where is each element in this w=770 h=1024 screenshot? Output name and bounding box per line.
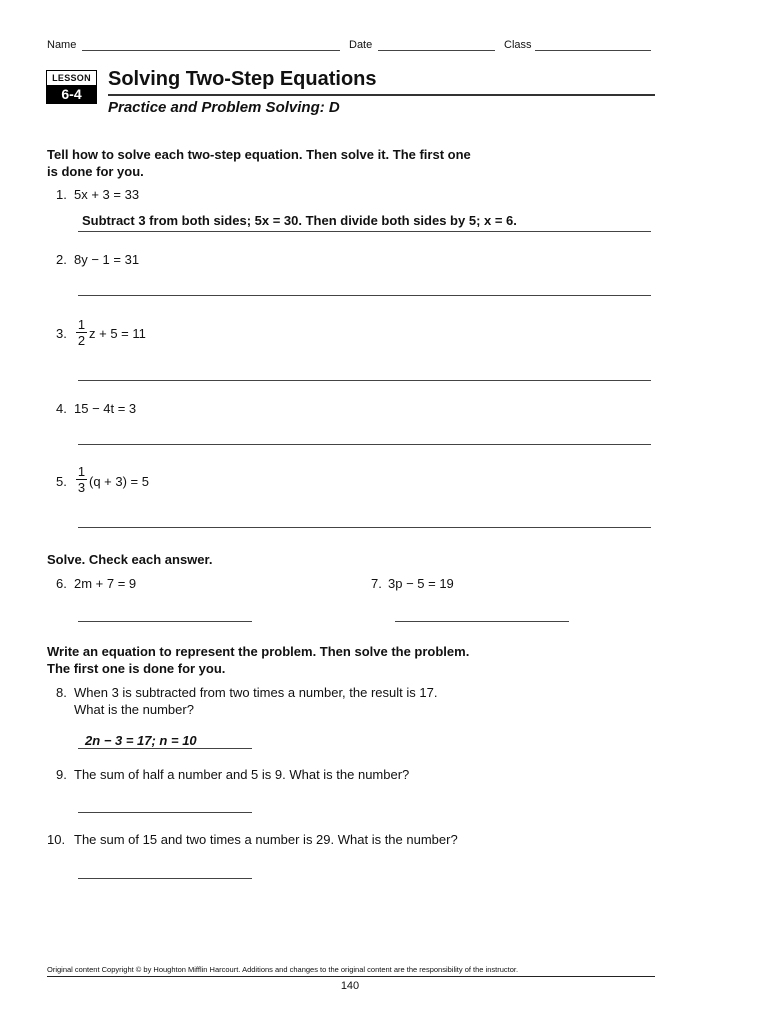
fraction-numerator: 1 [77,317,86,332]
worked-answer: Subtract 3 from both sides; 5x = 30. Then divide both sides by 5; x = 6. [82,213,517,228]
answer-line[interactable] [78,380,651,381]
class-blank[interactable] [535,50,651,51]
problem-number: 10. [47,832,66,847]
answer-line[interactable] [78,621,252,622]
problem-text-line1: The sum of half a number and 5 is 9. What is the number? [74,767,410,782]
answer-line[interactable] [78,295,651,296]
section2-instruction: Solve. Check each answer. [47,552,213,567]
problem-number: 4. [56,401,67,416]
copyright-notice: Original content Copyright © by Houghton Mifflin Harcourt. Additions and changes to the original content are the responsibility of the instructor. [47,965,519,974]
section3-instruction-line1: Write an equation to represent the problem. Then solve the problem. [47,644,470,659]
problem-number: 1. [56,187,67,202]
page-subtitle: Practice and Problem Solving: D [108,99,340,116]
answer-line[interactable] [78,444,651,445]
problem-equation: 5x + 3 = 33 [74,187,140,202]
footer-rule [47,976,655,977]
name-blank[interactable] [82,50,340,51]
fraction [76,465,87,494]
problem-number: 2. [56,252,67,267]
problem-text-line1: The sum of 15 and two times a number is 29. What is the number? [74,832,458,847]
lesson-badge [46,70,97,104]
problem-equation: 8y − 1 = 31 [74,252,140,267]
problem-text-line2: What is the number? [74,702,194,717]
lesson-number: 6-4 [47,85,96,103]
class-label: Class [504,39,532,51]
answer-line[interactable] [78,748,252,749]
title-rule [108,94,655,96]
problem-equation: (q + 3) = 5 [89,474,149,489]
problem-text-line1: When 3 is subtracted from two times a number, the result is 17. [74,685,438,700]
problem-number: 5. [56,474,67,489]
answer-line[interactable] [78,527,651,528]
lesson-label: LESSON [47,71,96,85]
fraction-denominator: 3 [77,480,86,495]
date-label: Date [349,39,373,51]
answer-line[interactable] [78,878,252,879]
answer-line[interactable] [78,231,651,232]
name-label: Name [47,39,77,51]
section3-instruction-line2: The first one is done for you. [47,661,226,676]
problem-number: 7. [371,576,382,591]
answer-line[interactable] [395,621,569,622]
problem-number: 9. [56,767,67,782]
problem-equation: 3p − 5 = 19 [388,576,454,591]
page-title: Solving Two-Step Equations [108,68,377,90]
problem-number: 6. [56,576,67,591]
worked-answer: 2n − 3 = 17; n = 10 [85,733,197,748]
date-blank[interactable] [378,50,495,51]
problem-number: 8. [56,685,67,700]
section1-instruction-line2: is done for you. [47,164,144,179]
answer-line[interactable] [78,812,252,813]
section1-instruction-line1: Tell how to solve each two-step equation. Then solve it. The first one [47,147,471,162]
page-number: 140 [340,980,360,992]
problem-equation: 2m + 7 = 9 [74,576,137,591]
fraction [76,318,87,347]
problem-equation: z + 5 = 11 [89,326,146,341]
fraction-denominator: 2 [77,333,86,348]
problem-number: 3. [56,326,67,341]
problem-equation: 15 − 4t = 3 [74,401,137,416]
fraction-numerator: 1 [77,464,86,479]
